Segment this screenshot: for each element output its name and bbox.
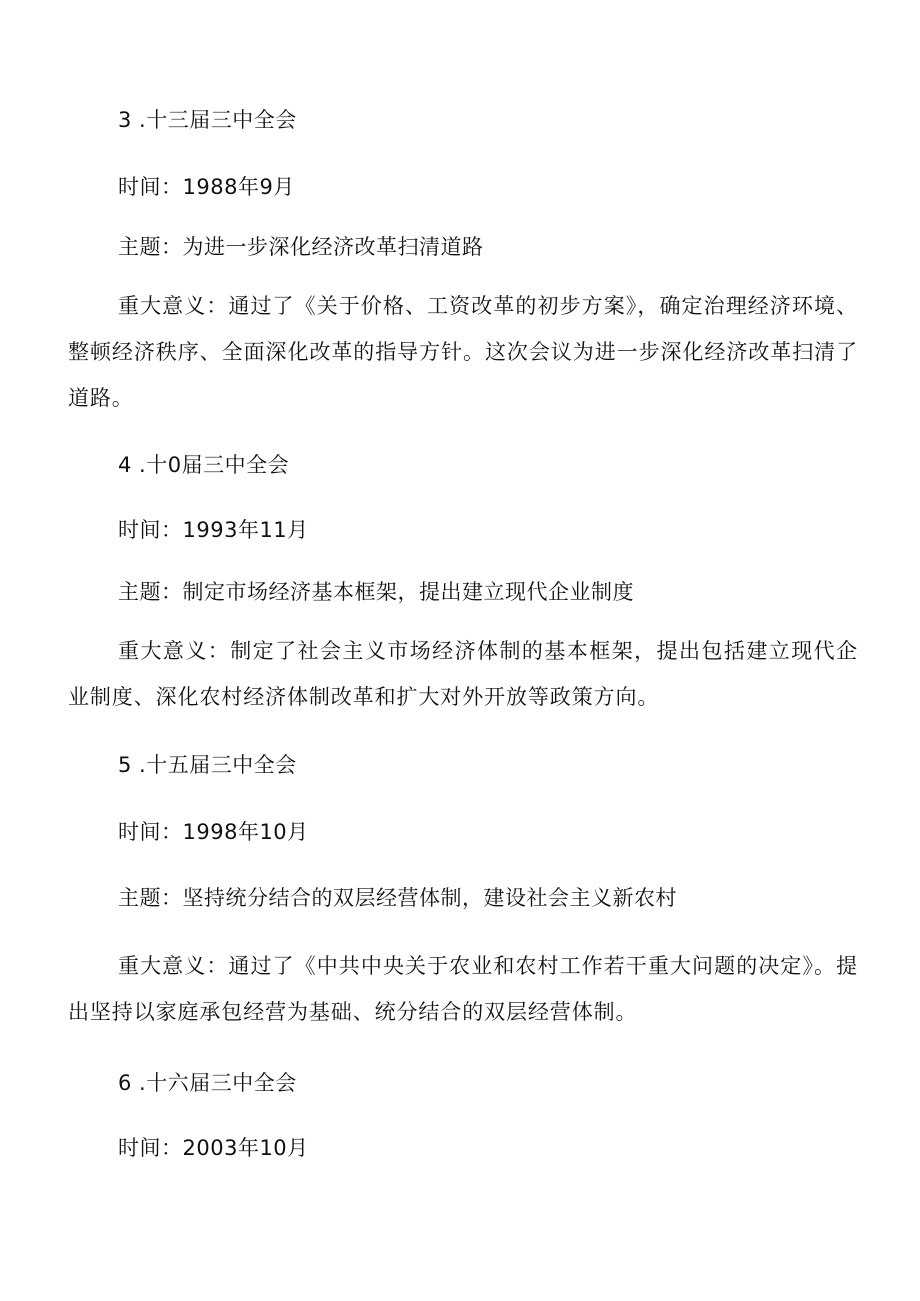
- section-heading-6: 6 .十六届三中全会: [118, 1071, 297, 1095]
- section-time-6: 时间：2003年10月: [118, 1136, 309, 1160]
- section-theme-4: 主题：制定市场经济基本框架，提出建立现代企业制度: [118, 580, 634, 604]
- section-theme-5: 主题：坚持统分结合的双层经营体制，建设社会主义新农村: [118, 886, 677, 910]
- section-time-3: 时间：1988年9月: [118, 175, 295, 199]
- section-heading-4: 4 .十0届三中全会: [118, 453, 290, 477]
- section-time-4: 时间：1993年11月: [118, 518, 309, 542]
- section-significance-5: 重大意义：通过了《中共中央关于农业和农村工作若干重大问题的决定》。提出坚持以家庭承包经营为基础、统分结合的双层经营体制。: [68, 954, 858, 1024]
- section-significance-4: 重大意义：制定了社会主义市场经济体制的基本框架，提出包括建立现代企业制度、深化农村经济体制改革和扩大对外开放等政策方向。: [68, 639, 858, 709]
- section-heading-5: 5 .十五届三中全会: [118, 753, 297, 777]
- section-heading-3: 3 .十三届三中全会: [118, 108, 297, 132]
- section-significance-3: 重大意义：通过了《关于价格、工资改革的初步方案》，确定治理经济环境、整顿经济秩序、全面深化改革的指导方针。这次会议为进一步深化经济改革扫清了道路。: [68, 294, 858, 410]
- section-time-5: 时间：1998年10月: [118, 820, 309, 844]
- section-theme-3: 主题：为进一步深化经济改革扫清道路: [118, 235, 484, 259]
